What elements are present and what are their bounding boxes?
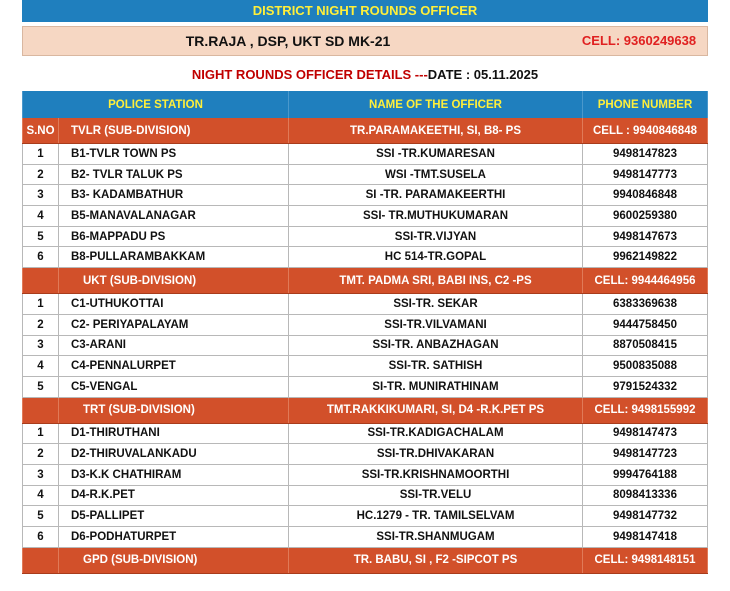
phone-number-cell: 9498147673 — [582, 227, 708, 247]
phone-number-cell: 9444758450 — [582, 315, 708, 335]
police-station-cell: C3-ARANI — [58, 336, 288, 356]
table-row — [22, 227, 708, 248]
subdivision-name: TRT (SUB-DIVISION) — [58, 398, 288, 423]
phone-number-cell: 9498147473 — [582, 424, 708, 444]
phone-number-cell: 9498147732 — [582, 506, 708, 526]
sno-column-label — [22, 548, 58, 573]
police-station-cell: D4-R.K.PET — [58, 486, 288, 506]
phone-number-cell: 9498147773 — [582, 165, 708, 185]
phone-number-cell: 8870508415 — [582, 336, 708, 356]
police-station-cell: D2-THIRUVALANKADU — [58, 444, 288, 464]
police-station-cell: C4-PENNALURPET — [58, 356, 288, 376]
sno-column-label — [22, 398, 58, 423]
officer-name-cell: HC.1279 - TR. TAMILSELVAM — [288, 506, 582, 526]
row-serial-number: 5 — [22, 506, 58, 526]
officer-name-cell: SI -TR. PARAMAKEERTHI — [288, 185, 582, 205]
row-serial-number: 4 — [22, 206, 58, 226]
row-serial-number: 2 — [22, 444, 58, 464]
subdivision-officer: TR.PARAMAKEETHI, SI, B8- PS — [288, 118, 582, 143]
table-row — [22, 527, 708, 548]
sno-column-label: S.NO — [22, 118, 58, 143]
row-serial-number: 3 — [22, 336, 58, 356]
subdivision-cell: CELL: 9498148151 — [582, 548, 708, 573]
police-station-cell: B5-MANAVALANAGAR — [58, 206, 288, 226]
officer-name-cell: HC 514-TR.GOPAL — [288, 247, 582, 267]
header-phone-number: PHONE NUMBER — [582, 91, 708, 118]
report-subtitle — [22, 66, 708, 84]
police-station-cell: B1-TVLR TOWN PS — [58, 144, 288, 164]
phone-number-cell: 9498147418 — [582, 527, 708, 547]
phone-number-cell: 9500835088 — [582, 356, 708, 376]
table-row — [22, 444, 708, 465]
table-row — [22, 144, 708, 165]
officer-name-cell: SI-TR. MUNIRATHINAM — [288, 377, 582, 397]
table-row — [22, 336, 708, 357]
officer-name-cell: SSI- TR.MUTHUKUMARAN — [288, 206, 582, 226]
subdivision-header-row — [22, 398, 708, 424]
officer-name-cell: SSI-TR.VILVAMANI — [288, 315, 582, 335]
officer-name-cell: SSI -TR.KUMARESAN — [288, 144, 582, 164]
row-serial-number: 2 — [22, 165, 58, 185]
phone-number-cell: 6383369638 — [582, 294, 708, 314]
header-police-station: POLICE STATION — [22, 91, 288, 118]
subdivision-cell: CELL: 9498155992 — [582, 398, 708, 423]
table-row — [22, 506, 708, 527]
row-serial-number: 2 — [22, 315, 58, 335]
row-serial-number: 1 — [22, 294, 58, 314]
phone-number-cell: 9994764188 — [582, 465, 708, 485]
phone-number-cell: 9498147723 — [582, 444, 708, 464]
subdivision-cell: CELL: 9944464956 — [582, 268, 708, 293]
police-station-cell: B8-PULLARAMBAKKAM — [58, 247, 288, 267]
subdivision-name: UKT (SUB-DIVISION) — [58, 268, 288, 293]
subdivision-header-row — [22, 548, 708, 574]
subdivision-name: TVLR (SUB-DIVISION) — [58, 118, 288, 143]
police-station-cell: B3- KADAMBATHUR — [58, 185, 288, 205]
row-serial-number: 4 — [22, 356, 58, 376]
table-row — [22, 294, 708, 315]
subdivision-officer: TR. BABU, SI , F2 -SIPCOT PS — [288, 548, 582, 573]
sno-column-label — [22, 268, 58, 293]
row-serial-number: 6 — [22, 247, 58, 267]
officer-name-cell: SSI-TR.DHIVAKARAN — [288, 444, 582, 464]
police-station-cell: D5-PALLIPET — [58, 506, 288, 526]
row-serial-number: 3 — [22, 185, 58, 205]
police-station-cell: C5-VENGAL — [58, 377, 288, 397]
dsp-info-row — [22, 26, 708, 56]
table-row — [22, 206, 708, 227]
table-row — [22, 247, 708, 268]
subdivision-cell: CELL : 9940846848 — [582, 118, 708, 143]
dsp-cell: CELL: 9360249638 — [581, 33, 697, 48]
police-station-cell: C1-UTHUKOTTAI — [58, 294, 288, 314]
officer-name-cell: SSI-TR. ANBAZHAGAN — [288, 336, 582, 356]
officer-name-cell: SSI-TR.SHANMUGAM — [288, 527, 582, 547]
officer-name-cell: SSI-TR. SATHISH — [288, 356, 582, 376]
table-row — [22, 185, 708, 206]
phone-number-cell: 9791524332 — [582, 377, 708, 397]
police-station-cell: B6-MAPPADU PS — [58, 227, 288, 247]
table-header-row — [22, 91, 708, 118]
row-serial-number: 4 — [22, 486, 58, 506]
row-serial-number: 5 — [22, 227, 58, 247]
police-station-cell: D3-K.K CHATHIRAM — [58, 465, 288, 485]
subtitle-label: NIGHT ROUNDS OFFICER DETAILS --- — [191, 67, 428, 82]
row-serial-number: 1 — [22, 424, 58, 444]
officer-name-cell: SSI-TR.KRISHNAMOORTHI — [288, 465, 582, 485]
officer-table — [22, 91, 708, 574]
table-row — [22, 465, 708, 486]
police-station-cell: B2- TVLR TALUK PS — [58, 165, 288, 185]
row-serial-number: 5 — [22, 377, 58, 397]
officer-name-cell: WSI -TMT.SUSELA — [288, 165, 582, 185]
table-row — [22, 377, 708, 398]
table-row — [22, 356, 708, 377]
subdivision-name: GPD (SUB-DIVISION) — [58, 548, 288, 573]
report-date: DATE : 05.11.2025 — [427, 67, 539, 82]
row-serial-number: 6 — [22, 527, 58, 547]
table-row — [22, 315, 708, 336]
subdivision-officer: TMT.RAKKIKUMARI, SI, D4 -R.K.PET PS — [288, 398, 582, 423]
officer-name-cell: SSI-TR.KADIGACHALAM — [288, 424, 582, 444]
row-serial-number: 3 — [22, 465, 58, 485]
page-banner: DISTRICT NIGHT ROUNDS OFFICER — [22, 0, 708, 22]
dsp-name: TR.RAJA , DSP, UKT SD MK-21 — [185, 33, 391, 49]
phone-number-cell: 9498147823 — [582, 144, 708, 164]
subdivision-header-row — [22, 118, 708, 144]
subdivision-header-row — [22, 268, 708, 294]
phone-number-cell: 9962149822 — [582, 247, 708, 267]
table-row — [22, 165, 708, 186]
header-officer-name: NAME OF THE OFFICER — [288, 91, 582, 118]
officer-name-cell: SSI-TR.VELU — [288, 486, 582, 506]
phone-number-cell: 9600259380 — [582, 206, 708, 226]
row-serial-number: 1 — [22, 144, 58, 164]
table-row — [22, 486, 708, 507]
police-station-cell: D1-THIRUTHANI — [58, 424, 288, 444]
table-row — [22, 424, 708, 445]
phone-number-cell: 9940846848 — [582, 185, 708, 205]
officer-name-cell: SSI-TR. SEKAR — [288, 294, 582, 314]
officer-name-cell: SSI-TR.VIJYAN — [288, 227, 582, 247]
police-station-cell: D6-PODHATURPET — [58, 527, 288, 547]
phone-number-cell: 8098413336 — [582, 486, 708, 506]
police-station-cell: C2- PERIYAPALAYAM — [58, 315, 288, 335]
subdivision-officer: TMT. PADMA SRI, BABI INS, C2 -PS — [288, 268, 582, 293]
